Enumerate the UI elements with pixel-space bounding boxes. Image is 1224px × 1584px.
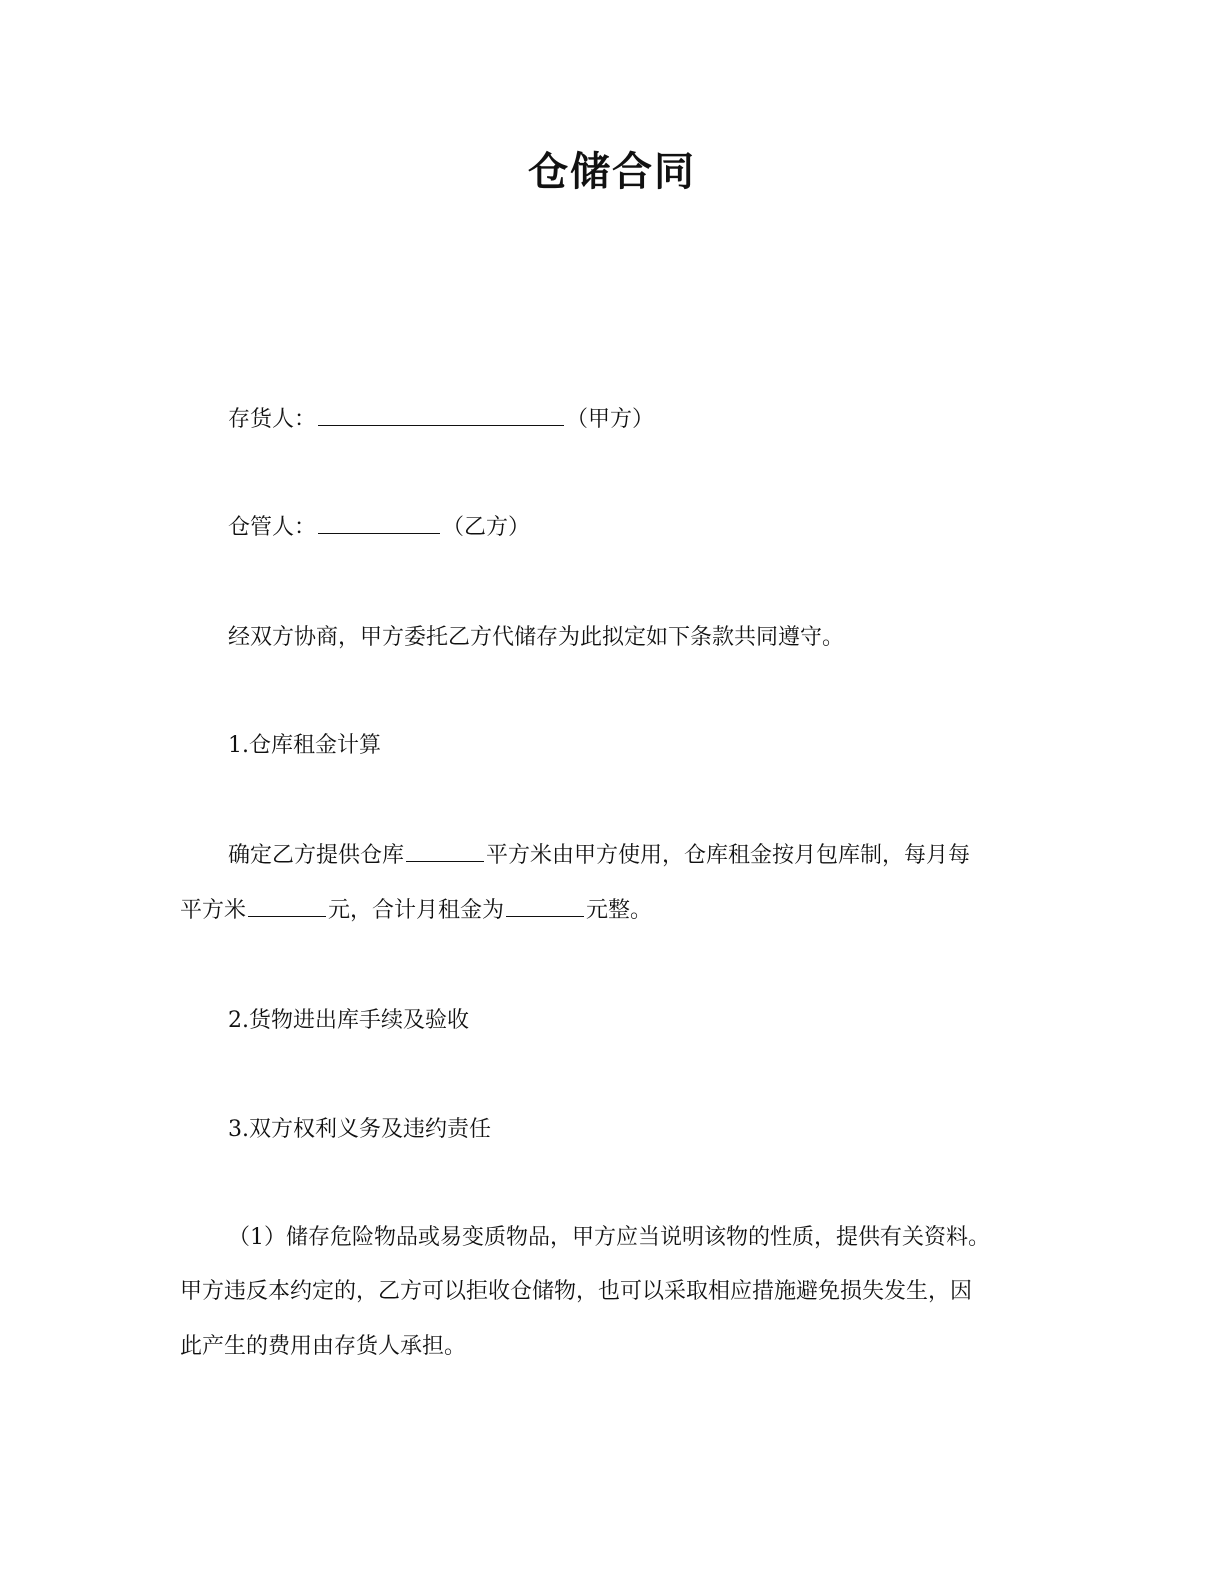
section-1-heading: 1.仓库租金计算 [228,733,381,758]
party-b-suffix: （乙方） [442,515,531,540]
section-3-heading: 3.双方权利义务及违约责任 [228,1117,491,1142]
clause-1-line-3: 此产生的费用由存货人承担。 [180,1334,467,1359]
monthly-rent-blank[interactable] [506,894,584,917]
clause-1-line-1: （1）储存危险物品或易变质物品，甲方应当说明该物的性质，提供有关资料。 [228,1225,990,1250]
section-1-text-c: 平方米 [180,898,247,923]
party-a-line [228,402,654,438]
party-b-label: 仓管人： [228,515,317,540]
section-1-text-d: 元，合计月租金为 [328,898,505,923]
warehouse-area-blank[interactable] [406,839,484,862]
section-2-heading: 2.货物进出库手续及验收 [228,1008,469,1033]
intro-paragraph: 经双方协商，甲方委托乙方代储存为此拟定如下条款共同遵守。 [228,625,845,650]
section-1-line-1 [228,838,970,874]
party-a-blank[interactable] [318,403,564,426]
party-a-label: 存货人： [228,407,317,432]
party-b-blank[interactable] [318,511,440,534]
unit-price-blank[interactable] [248,894,326,917]
clause-1-line-2: 甲方违反本约定的，乙方可以拒收仓储物，也可以采取相应措施避免损失发生，因 [180,1279,973,1304]
section-1-line-2 [180,893,652,929]
document-title: 仓储合同 [528,149,696,195]
section-1-text-b: 平方米由甲方使用，仓库租金按月包库制，每月每 [486,843,971,868]
party-a-suffix: （甲方） [566,407,655,432]
party-b-line [228,510,530,546]
section-1-text-a: 确定乙方提供仓库 [228,843,405,868]
section-1-text-e: 元整。 [586,898,653,923]
